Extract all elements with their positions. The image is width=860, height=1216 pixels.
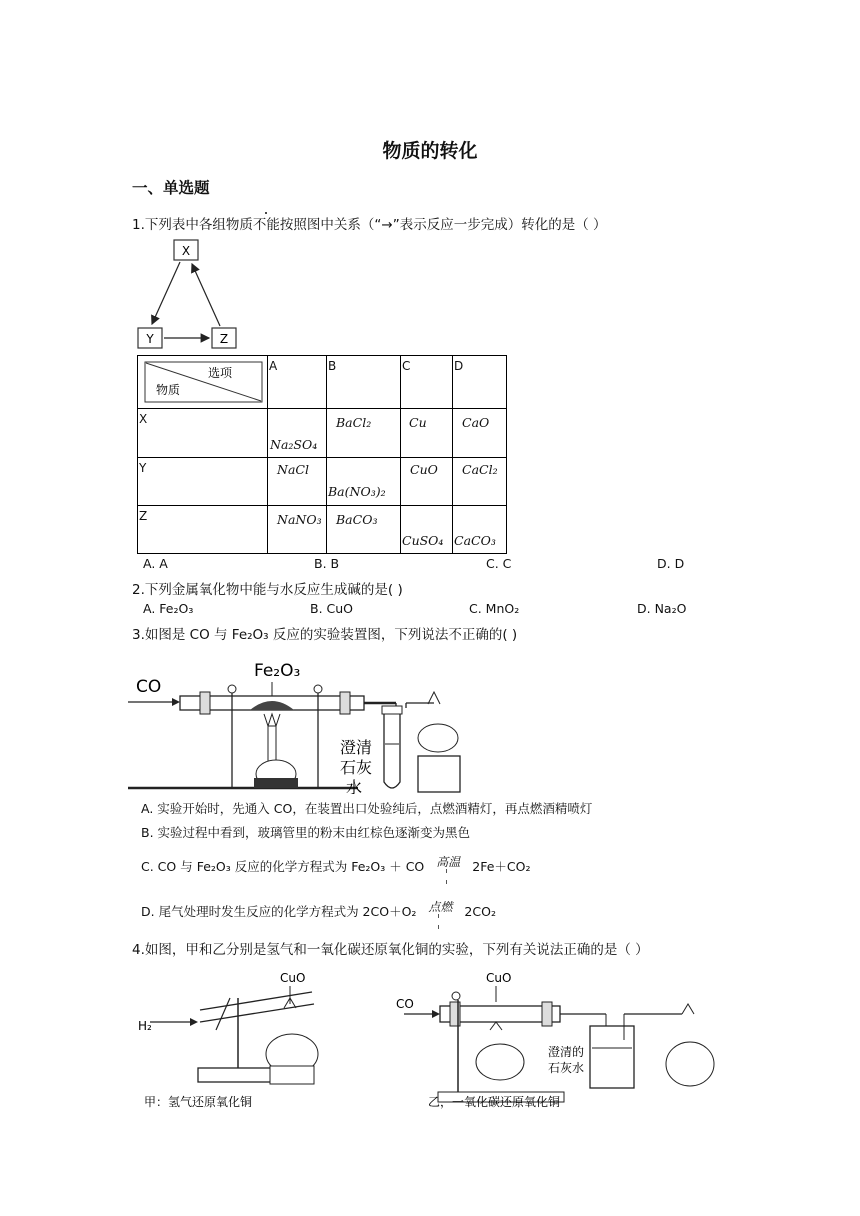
left-figure-caption: 甲：氢气还原氧化铜 — [144, 1095, 253, 1109]
question-3-stem: 3.如图是 CO 与 Fe₂O₃ 反应的实验装置图，下列说法不正确的( ) — [132, 627, 518, 643]
q1-option-b[interactable]: B. B — [314, 556, 340, 571]
table-cell: CaCO₃ — [453, 506, 507, 554]
q2-option-b[interactable]: B. CuO — [310, 601, 354, 616]
question-4-stem: 4.如图，甲和乙分别是氢气和一氧化碳还原氧化铜的实验，下列有关说法正确的是（ ） — [132, 942, 649, 958]
question-1-stem — [132, 213, 606, 233]
section-heading: 一、单选题 — [132, 179, 210, 197]
node-z-label: Z — [219, 332, 229, 346]
question-1-stem-post: 按照图中关系（“→”表示反应一步完成）转化的是（ ） — [279, 217, 607, 233]
q2-option-a[interactable]: A. Fe₂O₃ — [143, 601, 194, 616]
q3-option-b[interactable]: B. 实验过程中看到，玻璃管里的粉末由红棕色逐渐变为黑色 — [141, 825, 471, 840]
q1-option-a[interactable]: A. A — [143, 556, 168, 571]
left-cuo-label: CuO — [280, 971, 306, 985]
reaction-condition-high-temp: 高温 — [430, 853, 466, 883]
limewater-label-3: 水 — [346, 778, 363, 794]
q1-option-d[interactable]: D. D — [657, 556, 685, 571]
question-2-stem: 2.下列金属氧化物中能与水反应生成碱的是( ) — [132, 582, 403, 598]
right-figure-caption: 乙，一氧化碳还原氧化铜 — [428, 1095, 561, 1109]
fe2o3-label: Fe₂O₃ — [254, 661, 301, 681]
table-cell: CaCl₂ — [453, 458, 507, 506]
table-cell: NaNO₃ — [268, 506, 327, 554]
table-cell: Ba(NO₃)₂ — [327, 458, 401, 506]
options-table — [137, 355, 507, 554]
table-cell: NaCl — [268, 458, 327, 506]
table-cell: Cu — [401, 409, 453, 458]
table-row-label: Y — [138, 458, 268, 506]
right-cuo-label: CuO — [486, 971, 512, 985]
node-x-label: X — [181, 244, 191, 258]
co-fe2o3-apparatus-figure — [128, 652, 474, 794]
table-header-cell: D — [453, 356, 507, 409]
arrow-z-to-x — [192, 264, 220, 326]
q2-option-d[interactable]: D. Na₂O — [637, 601, 687, 616]
table-header-corner — [138, 356, 268, 409]
q3-option-d[interactable]: D. 尾气处理时发生反应的化学方程式为 2CO＋O₂ 点燃 2CO₂ — [141, 897, 496, 928]
q2-option-c[interactable]: C. MnO₂ — [469, 601, 520, 616]
table-cell: BaCl₂ — [327, 409, 401, 458]
reaction-condition-ignite: 点燃 — [422, 898, 458, 928]
table-header-cell: C — [401, 356, 453, 409]
table-row-label: X — [138, 409, 268, 458]
corner-label-bottom: 物质 — [156, 383, 181, 397]
h2-reduction-apparatus-figure — [130, 968, 340, 1118]
corner-diagonal — [138, 356, 267, 408]
table-row-label: Z — [138, 506, 268, 554]
right-co-label: CO — [396, 997, 414, 1011]
arrow-x-to-y — [152, 262, 180, 324]
table-header-cell: B — [327, 356, 401, 409]
table-cell: CuSO₄ — [401, 506, 453, 554]
question-1-stem-pre: 1.下列表中各组物质 — [132, 217, 253, 233]
co-reduction-apparatus-figure — [392, 968, 728, 1118]
co-label: CO — [136, 677, 162, 697]
table-header-cell: A — [268, 356, 327, 409]
limewater-label-2: 石灰 — [340, 758, 373, 777]
table-cell: Na₂SO₄ — [268, 409, 327, 458]
q3-option-a[interactable]: A. 实验开始时，先通入 CO，在装置出口处验纯后，点燃酒精灯，再点燃酒精喷灯 — [141, 801, 593, 816]
q3-option-c[interactable]: C. CO 与 Fe₂O₃ 反应的化学方程式为 Fe₂O₃ ＋ CO 高温 2Fe＋CO₂ — [141, 852, 531, 883]
right-limewater-label-2: 石灰水 — [548, 1061, 585, 1075]
limewater-label-1: 澄清 — [340, 738, 373, 757]
h2-label: H₂ — [138, 1019, 152, 1033]
table-cell: CaO — [453, 409, 507, 458]
right-limewater-label-1: 澄清的 — [548, 1045, 585, 1059]
node-y-label: Y — [146, 332, 154, 346]
corner-label-top: 选项 — [208, 366, 233, 380]
table-cell: CuO — [401, 458, 453, 506]
page-title: 物质的转化 — [382, 140, 478, 162]
q1-option-c[interactable]: C. C — [486, 556, 512, 571]
transformation-diagram — [132, 236, 262, 354]
question-1-stem-emphasis: 不能 — [252, 217, 280, 233]
table-cell: BaCO₃ — [327, 506, 401, 554]
